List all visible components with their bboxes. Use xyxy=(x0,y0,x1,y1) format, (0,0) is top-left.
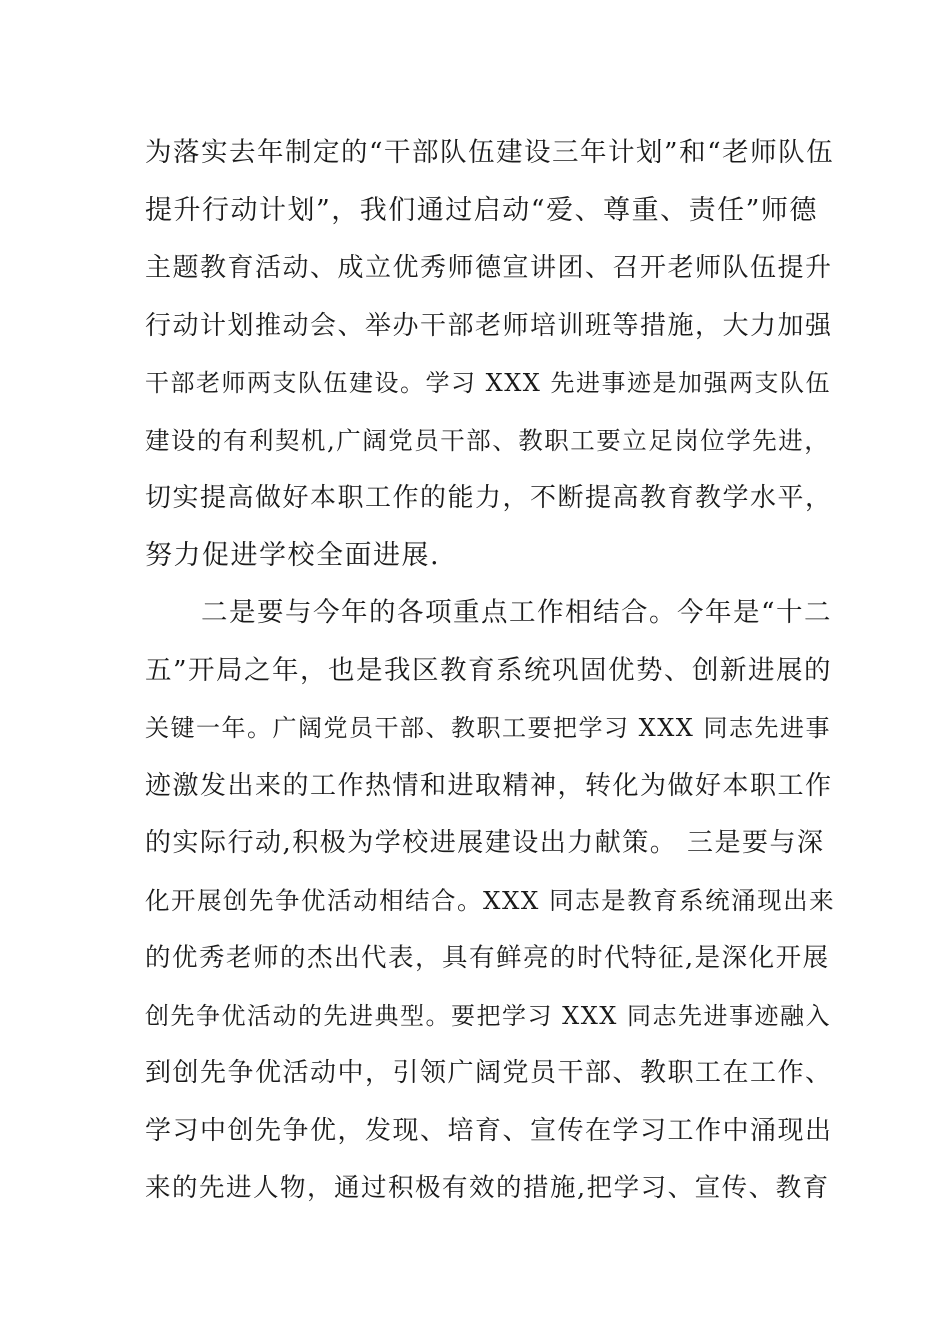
text-line: 行动计划推动会、举办干部老师培训班等措施，大力加强 xyxy=(145,310,833,341)
text-line: 切实提高做好本职工作的能力，不断提高教育教学水平， xyxy=(145,483,833,513)
text-line: 五”开局之年，也是我区教育系统巩固优势、创新进展的 xyxy=(145,654,833,686)
text-line: 来的先进人物，通过积极有效的措施,把学习、宣传、教育 xyxy=(145,1173,830,1203)
text-line: 为落实去年制定的“干部队伍建设三年计划”和“老师队伍 xyxy=(145,137,835,168)
text-line: 提升行动计划”，我们通过启动“爱、尊重、责任”师德 xyxy=(145,194,818,226)
text-line: 到创先争优活动中，引领广阔党员干部、教职工在工作、 xyxy=(145,1058,833,1088)
text-line: 化开展创先争优活动相结合。XXX 同志是教育系统涌现出来 xyxy=(145,885,836,915)
text-line: 的优秀老师的杰出代表，具有鲜亮的时代特征,是深化开展 xyxy=(145,943,830,973)
text-line: 干部老师两支队伍建设。学习 XXX 先进事迹是加强两支队伍 xyxy=(145,369,832,397)
text-line: 建设的有利契机,广阔党员干部、教职工要立足岗位学先进， xyxy=(145,425,831,455)
text-line: 二是要与今年的各项重点工作相结合。今年是“十二 xyxy=(145,597,833,628)
text-line: 努力促进学校全面进展. xyxy=(145,539,441,571)
body-text xyxy=(145,128,835,1221)
text-line: 迹激发出来的工作热情和进取精神，转化为做好本职工作 xyxy=(145,770,833,801)
text-line: 关键一年。广阔党员干部、教职工要把学习 XXX 同志先进事 xyxy=(145,714,832,742)
text-line: 主题教育活动、成立优秀师德宣讲团、召开老师队伍提升 xyxy=(145,253,833,283)
text-line: 学习中创先争优，发现、培育、宣传在学习工作中涌现出 xyxy=(145,1115,833,1146)
text-line: 的实际行动,积极为学校进展建设出力献策。 三是要与深 xyxy=(145,828,825,858)
text-line: 创先争优活动的先进典型。要把学习 XXX 同志先进事迹融入 xyxy=(145,1001,832,1030)
